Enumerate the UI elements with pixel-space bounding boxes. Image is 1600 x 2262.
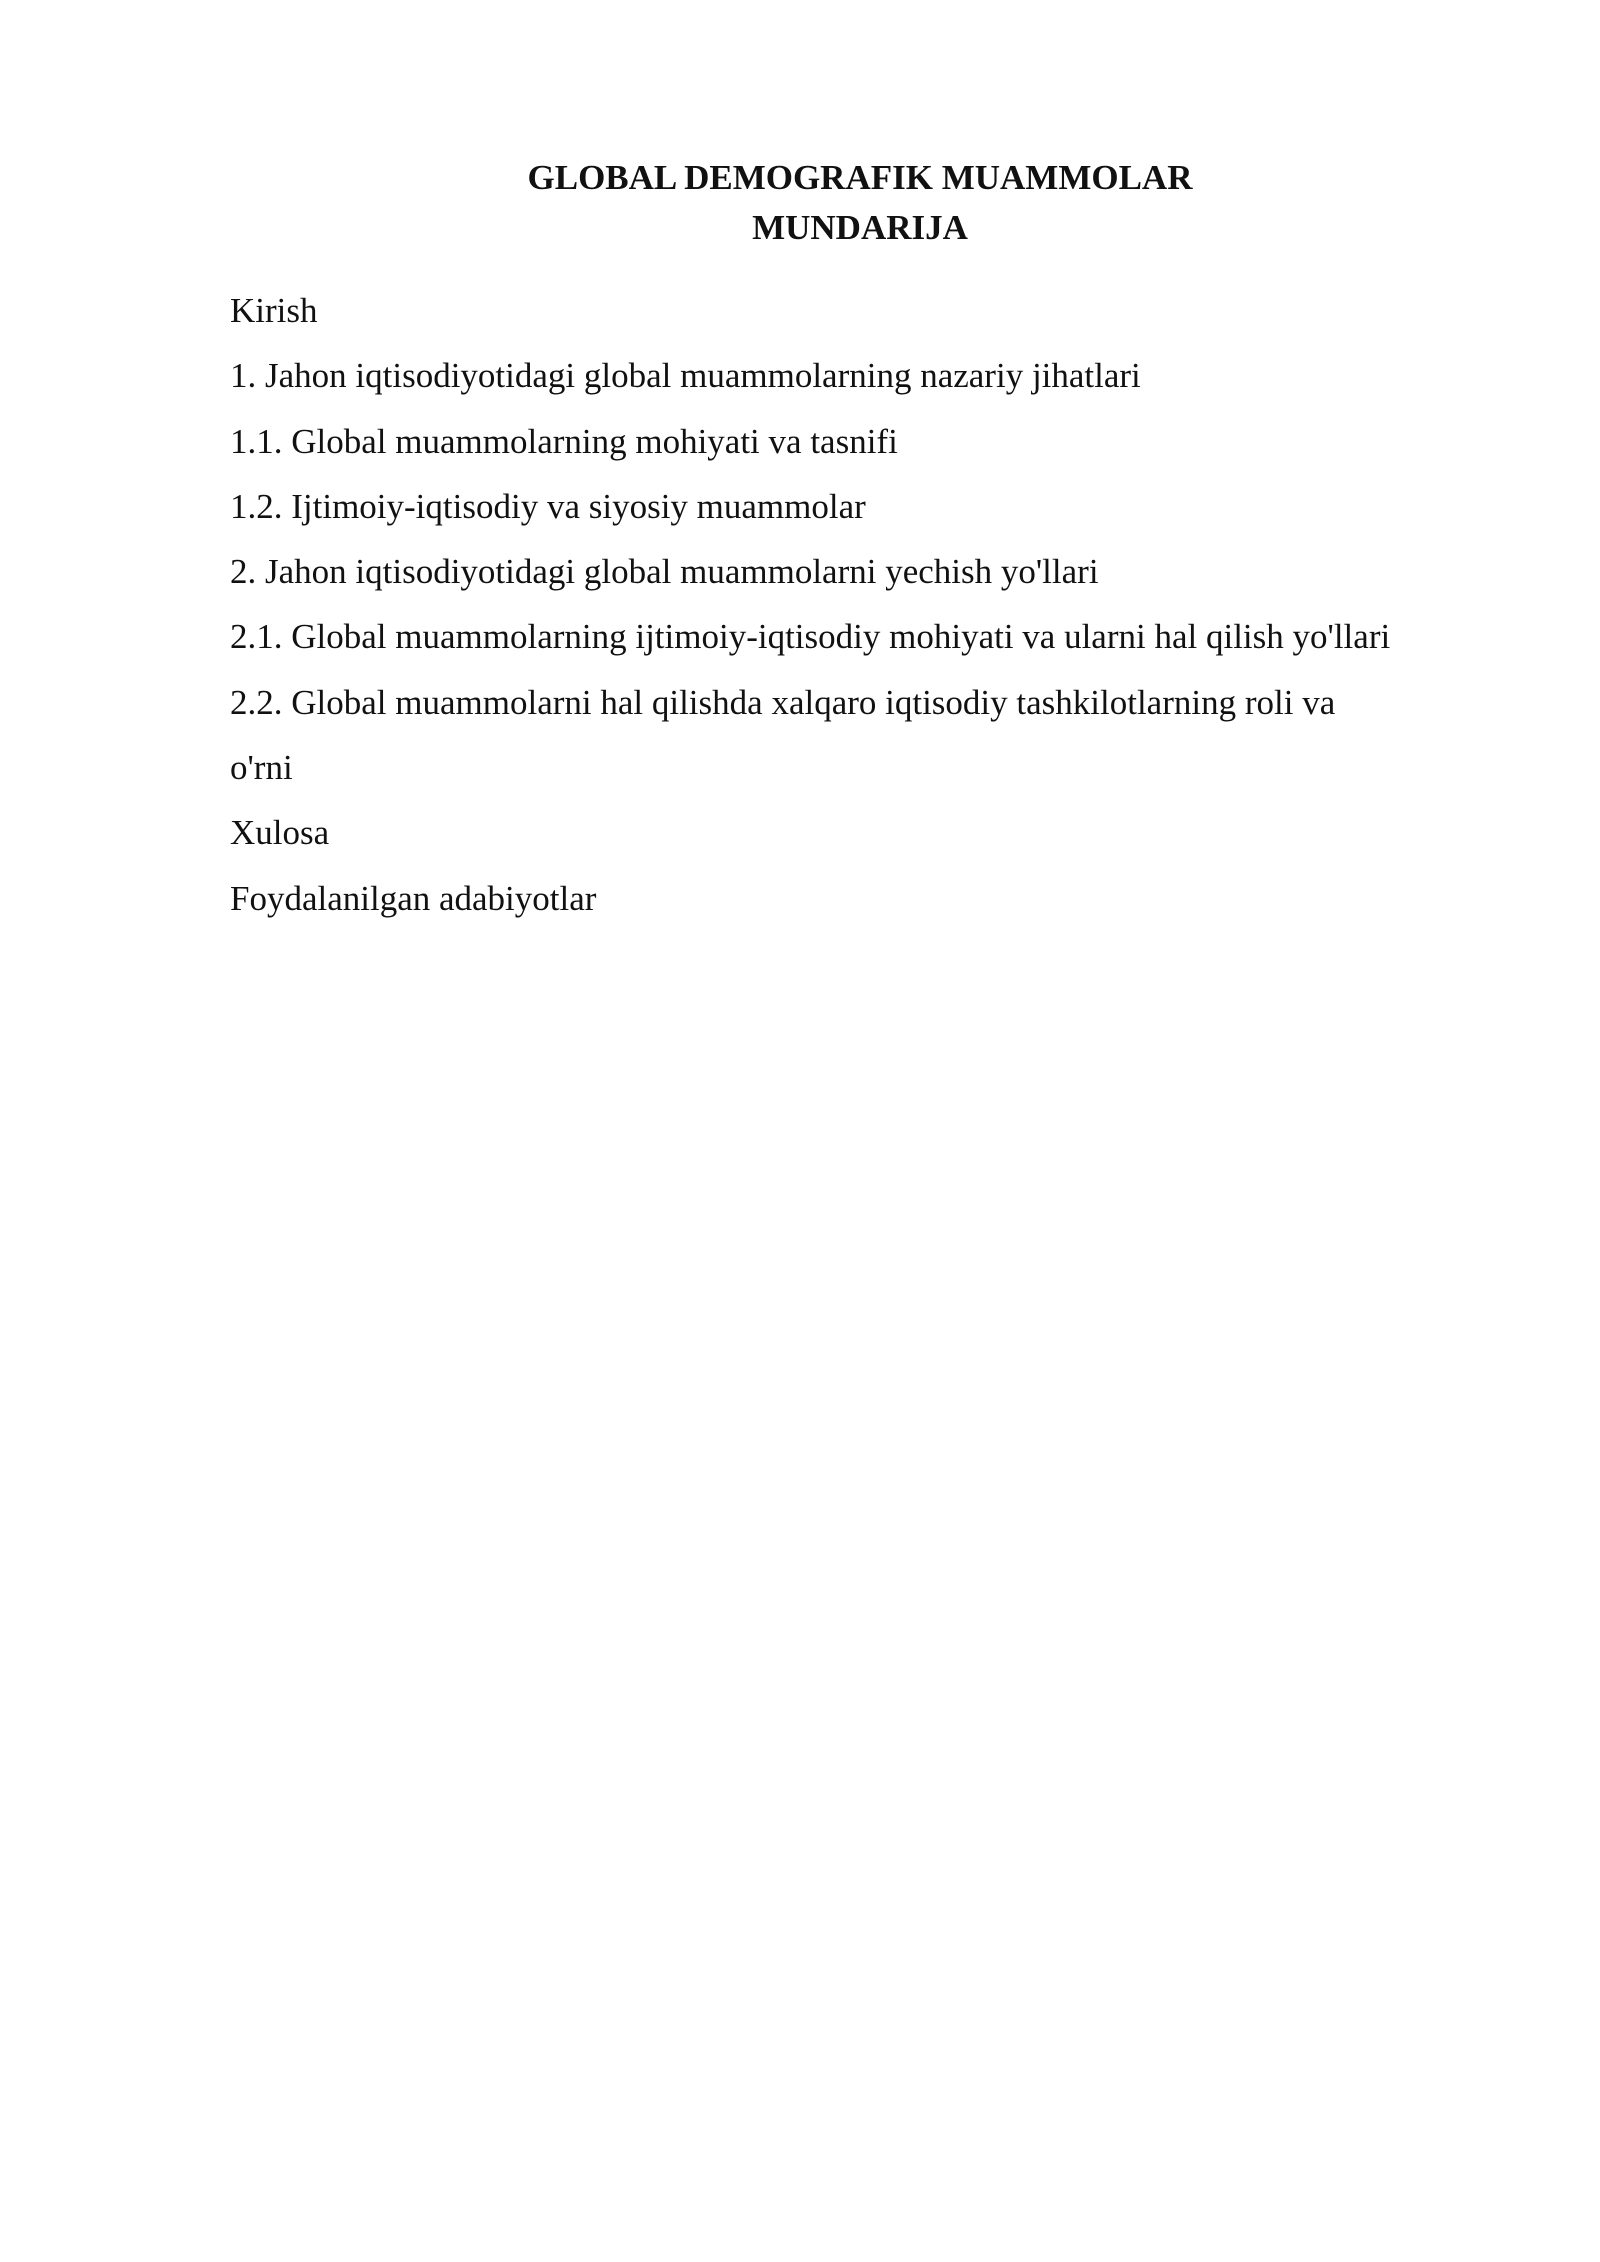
table-of-contents: [230, 278, 1530, 931]
toc-heading: MUNDARIJA: [752, 208, 968, 247]
document-title: GLOBAL DEMOGRAFIK MUAMMOLAR: [527, 158, 1193, 197]
toc-entry-2-1: 2.1. Global muammolarning ijtimoiy-iqtisodiy mohiyati va ularni hal qilish yo'llari: [230, 617, 1391, 657]
toc-entry-2-2-continued: o'rni: [230, 748, 293, 788]
toc-entry-1: 1. Jahon iqtisodiyotidagi global muammolarning nazariy jihatlari: [230, 356, 1141, 396]
title-block: [0, 153, 1600, 253]
toc-entry-2-2: 2.2. Global muammolarni hal qilishda xalqaro iqtisodiy tashkilotlarning roli va: [230, 682, 1336, 722]
toc-entry-2: 2. Jahon iqtisodiyotidagi global muammolarni yechish yo'llari: [230, 552, 1099, 592]
toc-entry-1-2: 1.2. Ijtimoiy-iqtisodiy va siyosiy muammolar: [230, 486, 866, 526]
toc-entry-kirish: Kirish: [230, 291, 318, 330]
toc-entry-adabiyotlar: Foydalanilgan adabiyotlar: [230, 878, 597, 918]
toc-entry-1-1: 1.1. Global muammolarning mohiyati va tasnifi: [230, 421, 898, 461]
toc-entry-xulosa: Xulosa: [230, 813, 330, 853]
